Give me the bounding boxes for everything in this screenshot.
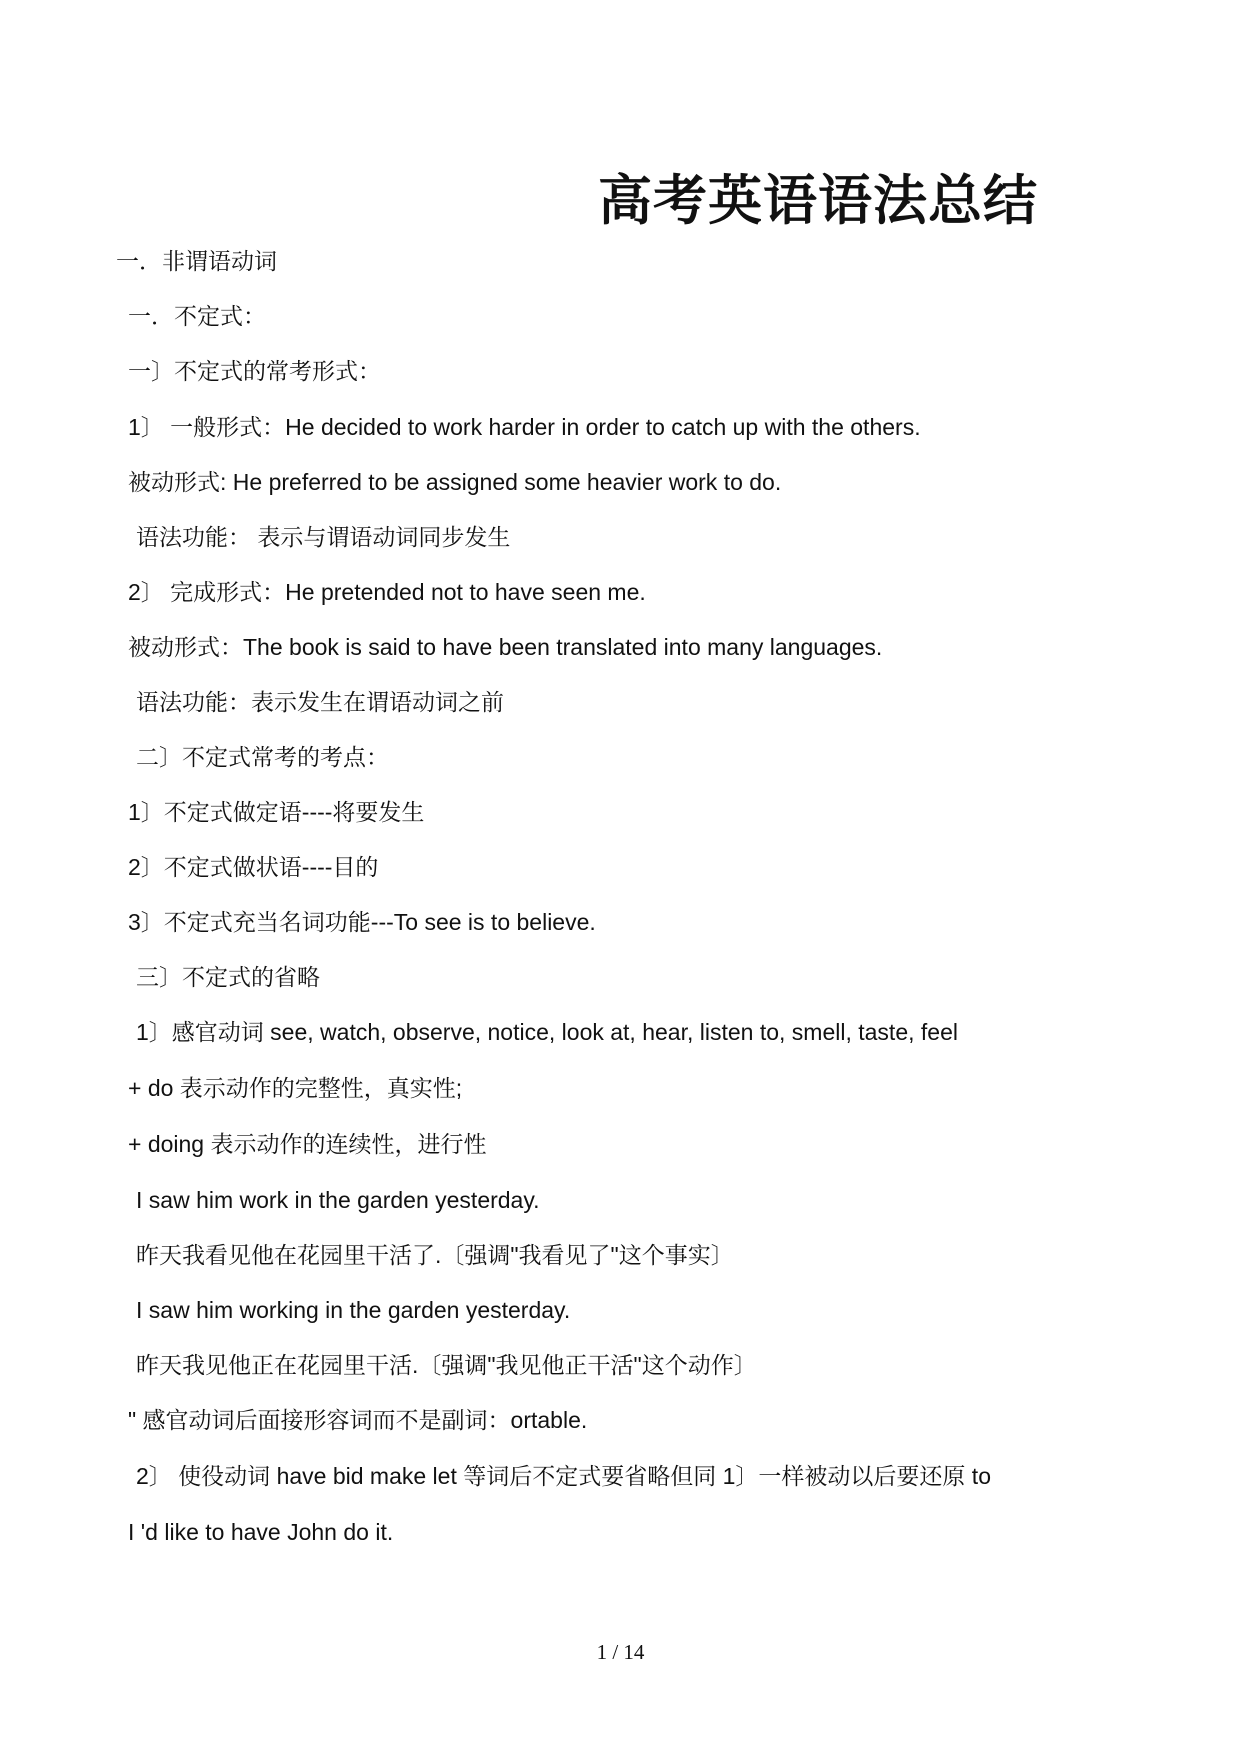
text-line: I saw him working in the garden yesterday. [136, 1297, 571, 1323]
text-line: 语法功能：表示发生在谓语动词之前 [136, 689, 504, 715]
text-line: 1〕 一般形式：He decided to work harder in order to catch up with the others. [128, 414, 921, 440]
text-line: 一．非谓语动词 [116, 248, 277, 274]
text-line: 二〕不定式常考的考点： [136, 744, 389, 770]
text-line: 昨天我见他正在花园里干活.〔强调"我见他正干活"这个动作〕 [136, 1352, 757, 1378]
text-line: 2〕不定式做状语----目的 [128, 854, 379, 880]
text-line: 昨天我看见他在花园里干活了.〔强调"我看见了"这个事实〕 [136, 1242, 734, 1268]
text-line: 2〕 使役动词 have bid make let 等词后不定式要省略但同 1〕一样被动以后要还原 to [136, 1463, 991, 1489]
text-line: 被动形式: He preferred to be assigned some heavier work to do. [128, 469, 782, 495]
page-number: 1 / 14 [596, 1640, 645, 1664]
text-line: I saw him work in the garden yesterday. [136, 1187, 540, 1213]
text-line: 一〕不定式的常考形式： [128, 358, 381, 384]
text-line: 被动形式：The book is said to have been translated into many languages. [128, 634, 883, 660]
text-line: I 'd like to have John do it. [128, 1519, 394, 1545]
document-title: 高考英语语法总结 [598, 168, 1038, 232]
text-line: 1〕感官动词 see, watch, observe, notice, look at, hear, listen to, smell, taste, feel [136, 1019, 958, 1045]
text-line: 语法功能： 表示与谓语动词同步发生 [136, 524, 511, 550]
text-line: + do 表示动作的完整性，真实性; [128, 1075, 463, 1101]
text-line: + doing 表示动作的连续性，进行性 [128, 1131, 487, 1157]
text-line: 1〕不定式做定语----将要发生 [128, 799, 425, 825]
text-line: " 感官动词后面接形容词而不是副词：ortable. [128, 1407, 588, 1433]
text-line: 一．不定式： [128, 303, 266, 329]
text-line: 3〕不定式充当名词功能---To see is to believe. [128, 909, 596, 935]
text-line: 2〕 完成形式：He pretended not to have seen me. [128, 579, 646, 605]
text-line: 三〕不定式的省略 [136, 964, 320, 990]
